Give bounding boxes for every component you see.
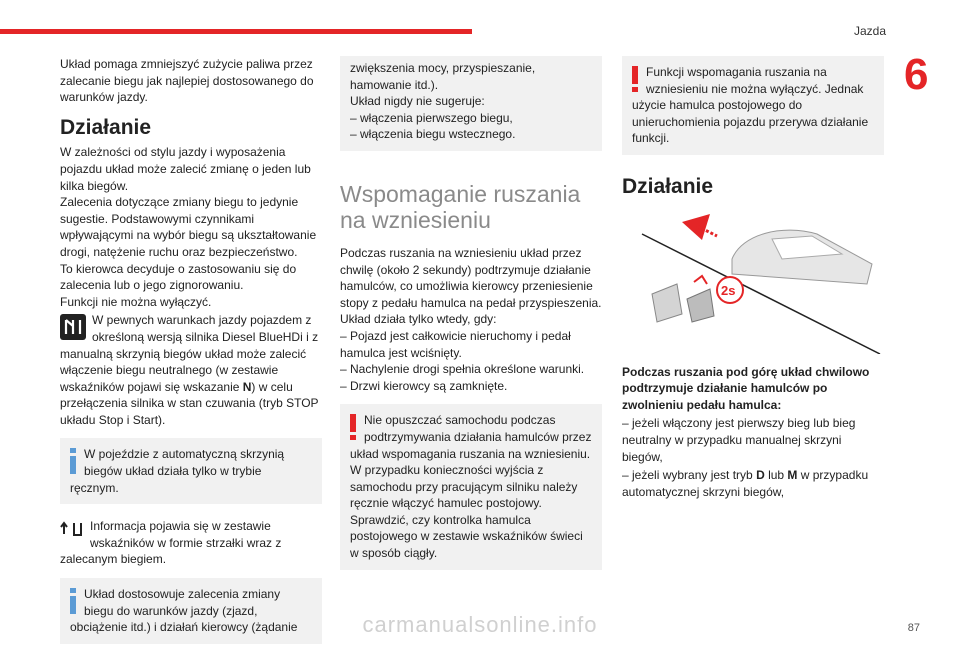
hill-start-illustration	[622, 204, 884, 354]
arrow-note: Informacja pojawia się w zestawie wskaźników w formie strzałki wraz z zalecanym biegiem.	[60, 519, 282, 567]
warning-icon	[632, 66, 638, 92]
info-icon	[70, 588, 76, 614]
neutral-gear-icon	[60, 314, 86, 345]
page-number: 87	[907, 622, 920, 634]
hill-start-body: Podczas ruszania na wzniesieniu układ przez chwilę (około 2 sekundy) podtrzymuje działanie hamulców, co umożliwia kierowcy przeniesienie stopy z pedału hamulca na pedał przyspieszenia. Układ działa tylko wtedy, gdy: – Pojazd jest całkowicie nieruchomy i pedał hamulca jest wciśnięty. – Nachylenie drogi spełnia określone warunki. – Drzwi kierowcy są zamknięte.	[340, 245, 602, 393]
condition-manual: – jeżeli włączony jest pierwszy bieg lub bieg neutralny w przypadku manualnej skrzyni biegów,	[622, 416, 856, 464]
header-accent-bar	[0, 29, 472, 34]
info-box-automatic: W pojeździe z automatyczną skrzynią biegów układ działa tylko w trybie ręcznym.	[60, 438, 322, 504]
gear-shift-arrow-icon	[60, 520, 84, 543]
hill-start-diagram	[622, 204, 884, 354]
column-3	[622, 56, 884, 508]
section-title: Jazda	[853, 24, 886, 38]
hill-start-bold-text: Podczas ruszania pod górę układ chwilowo podtrzymuje działanie hamulców po zwolnieniu pedału hamulca:	[622, 364, 870, 412]
watermark: carmanualsonline.info	[362, 612, 598, 637]
title-hill-start-assist: Wspomaganie ruszania na wzniesieniu	[340, 180, 581, 233]
chapter-number: 6	[904, 50, 929, 99]
timer-label: 2s	[721, 282, 736, 298]
heading-operation: Działanie	[60, 115, 152, 139]
body-paragraph: W zależności od stylu jazdy i wyposażenia pojazdu układ może zalecić zmianę o jeden lub kilka biegów. Zalecenia dotyczące zmiany biegu to jedynie sugestie. Podstawowymi czynnikami wpływającymi na wybór biegu są ukształtowanie drogi, natężenie ruchu oraz bezpieczeństwo. To kierowca decyduje o zastosowaniu się do zalecenia lub o jego zignorowaniu. Funkcji nie można wyłączyć.	[60, 145, 317, 309]
info-box-continued: zwiększenia mocy, przyspieszanie, hamowanie itd.). Układ nigdy nie sugeruje: – włączenia pierwszego biegu, – włączenia biegu wstecznego.	[340, 56, 602, 151]
intro-paragraph: Układ pomaga zmniejszyć zużycie paliwa przez zalecanie biegu jak najlepiej dostosowanego do warunków jazdy.	[60, 57, 314, 105]
warning-box-leave-car: Nie opuszczać samochodu podczas podtrzymywania działania hamulców przez układ wspomagania ruszania na wzniesieniu. W przypadku konieczności wyjścia z samochodu przy pracującym silniku należy ręcznie włączyć hamulec postojowy. Sprawdzić, czy kontrolka hamulca postojowego w zestawie wskaźników świeci w sposób ciągły.	[340, 404, 602, 569]
warning-box-cannot-disable: Funkcji wspomagania ruszania na wzniesieniu nie można wyłączyć. Jednak użycie hamulca postojowego do unieruchomienia pojazdu przerywa działanie funkcji.	[622, 56, 884, 155]
info-icon	[70, 448, 76, 474]
column-1	[60, 56, 322, 654]
heading-operation-2: Działanie	[622, 174, 714, 198]
column-2	[340, 56, 602, 580]
condition-automatic: – jeżeli wybrany jest tryb D lub M w przypadku automatycznej skrzyni biegów,	[622, 468, 869, 499]
warning-icon	[350, 414, 356, 440]
neutral-gear-note: W pewnych warunkach jazdy pojazdem z określoną wersją silnika Diesel BlueHDi i z manualną skrzynią biegów układ może zalecić włączenie biegu neutralnego (w zestawie wskaźników pojawi się wskazanie N) w celu przełączenia silnika w stan czuwania (tryb STOP układu Stop i Start).	[60, 313, 319, 427]
red-arrow-icon	[682, 214, 710, 240]
info-box-adaptation: Układ dostosowuje zalecenia zmiany biegu do warunków jazdy (zjazd, obciążenie itd.) i działań kierowcy (żądanie	[60, 578, 322, 644]
